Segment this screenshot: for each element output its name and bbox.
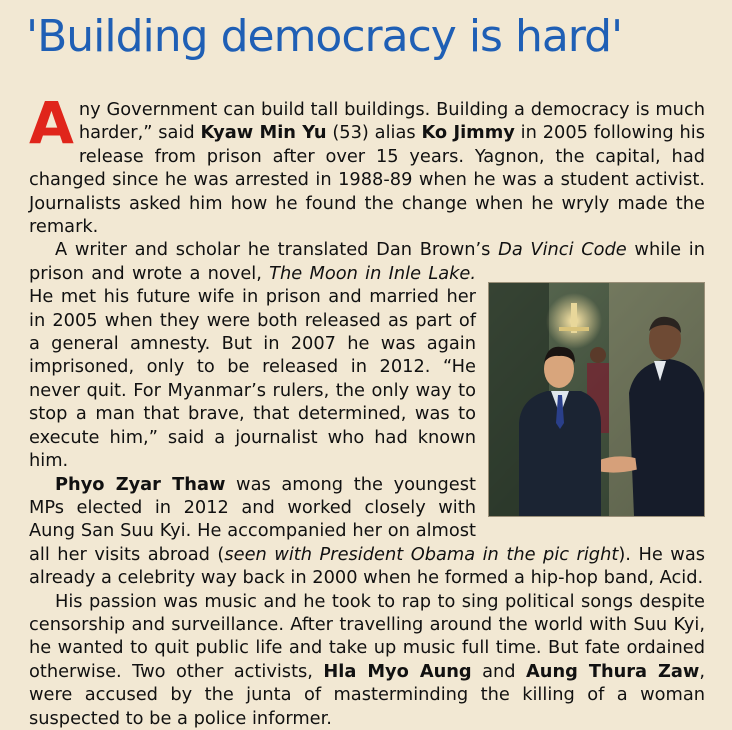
article-body bbox=[29, 89, 705, 730]
photo-reference: seen with President Obama in the pic right bbox=[224, 543, 619, 565]
p1-text-1: ny Government can build tall buildings. Building a democracy is much harder,” said bbox=[78, 99, 705, 144]
headline: 'Building democracy is hard' bbox=[26, 11, 623, 62]
book-title-da-vinci-code: Da Vinci Code bbox=[498, 239, 627, 261]
p4-text-3: , were accused by the junta of masterminding the killing of a woman suspected to be a police informer. bbox=[29, 660, 705, 729]
person-name-aung-thura-zaw: Aung Thura Zaw bbox=[526, 660, 700, 682]
p4-text-1: His passion was music and he took to rap to sing political songs despite censorship and surveillance. After travelling around the world with Suu Kyi, he wanted to quit public life and take up music full time. But fate ordained otherwise. Two other activists, bbox=[29, 590, 705, 682]
person-name-phyo-zyar-thaw: Phyo Zyar Thaw bbox=[55, 473, 226, 495]
p2-text-3: He met his future wife in prison and married her in 2005 when they were both released as part of a general amnesty. But in 2007 he was again imprisoned, only to be released in 2012. “He never quit. For Myanmar’s rulers, the only way to stop a man that brave, that determined, was to execute him,” said a journalist who had known him. bbox=[29, 286, 476, 472]
article-photo bbox=[488, 282, 705, 517]
p4-text-2: and bbox=[471, 660, 527, 682]
p3-text-1: was among the youngest MPs elected in 2012 and worked closely with Aung San Suu Kyi. He accompanied her on almost all her visits abroad ( bbox=[29, 473, 476, 565]
p3-text-2: ). He was already a celebrity way back in 2000 when he formed a hip-hop band, Acid. bbox=[29, 543, 705, 589]
paragraph-1 bbox=[29, 89, 705, 238]
book-title-moon-in-inle-lake: The Moon in Inle Lake. bbox=[269, 262, 477, 284]
person-name-hla-myo-aung: Hla Myo Aung bbox=[323, 660, 472, 682]
p2-text-2: while in prison and wrote a novel, bbox=[29, 239, 705, 284]
p1-text-2: (53) alias bbox=[326, 122, 422, 144]
paragraph-2 bbox=[29, 238, 705, 472]
person-name-kyaw-min-yu: Kyaw Min Yu bbox=[200, 122, 327, 144]
photo-handshake-illustration bbox=[489, 283, 704, 516]
person-name-ko-jimmy: Ko Jimmy bbox=[421, 122, 515, 144]
drop-cap: A bbox=[29, 89, 74, 157]
p2-text-1: A writer and scholar he translated Dan Brown’s bbox=[55, 239, 499, 261]
p1-text-3: in 2005 following his release from prison after over 15 years. Yagnon, the capital, had changed since he was arrested in 1988-89 when he was a student activist. Journalists asked him how he found the change when he wryly made the remark. bbox=[29, 122, 705, 238]
